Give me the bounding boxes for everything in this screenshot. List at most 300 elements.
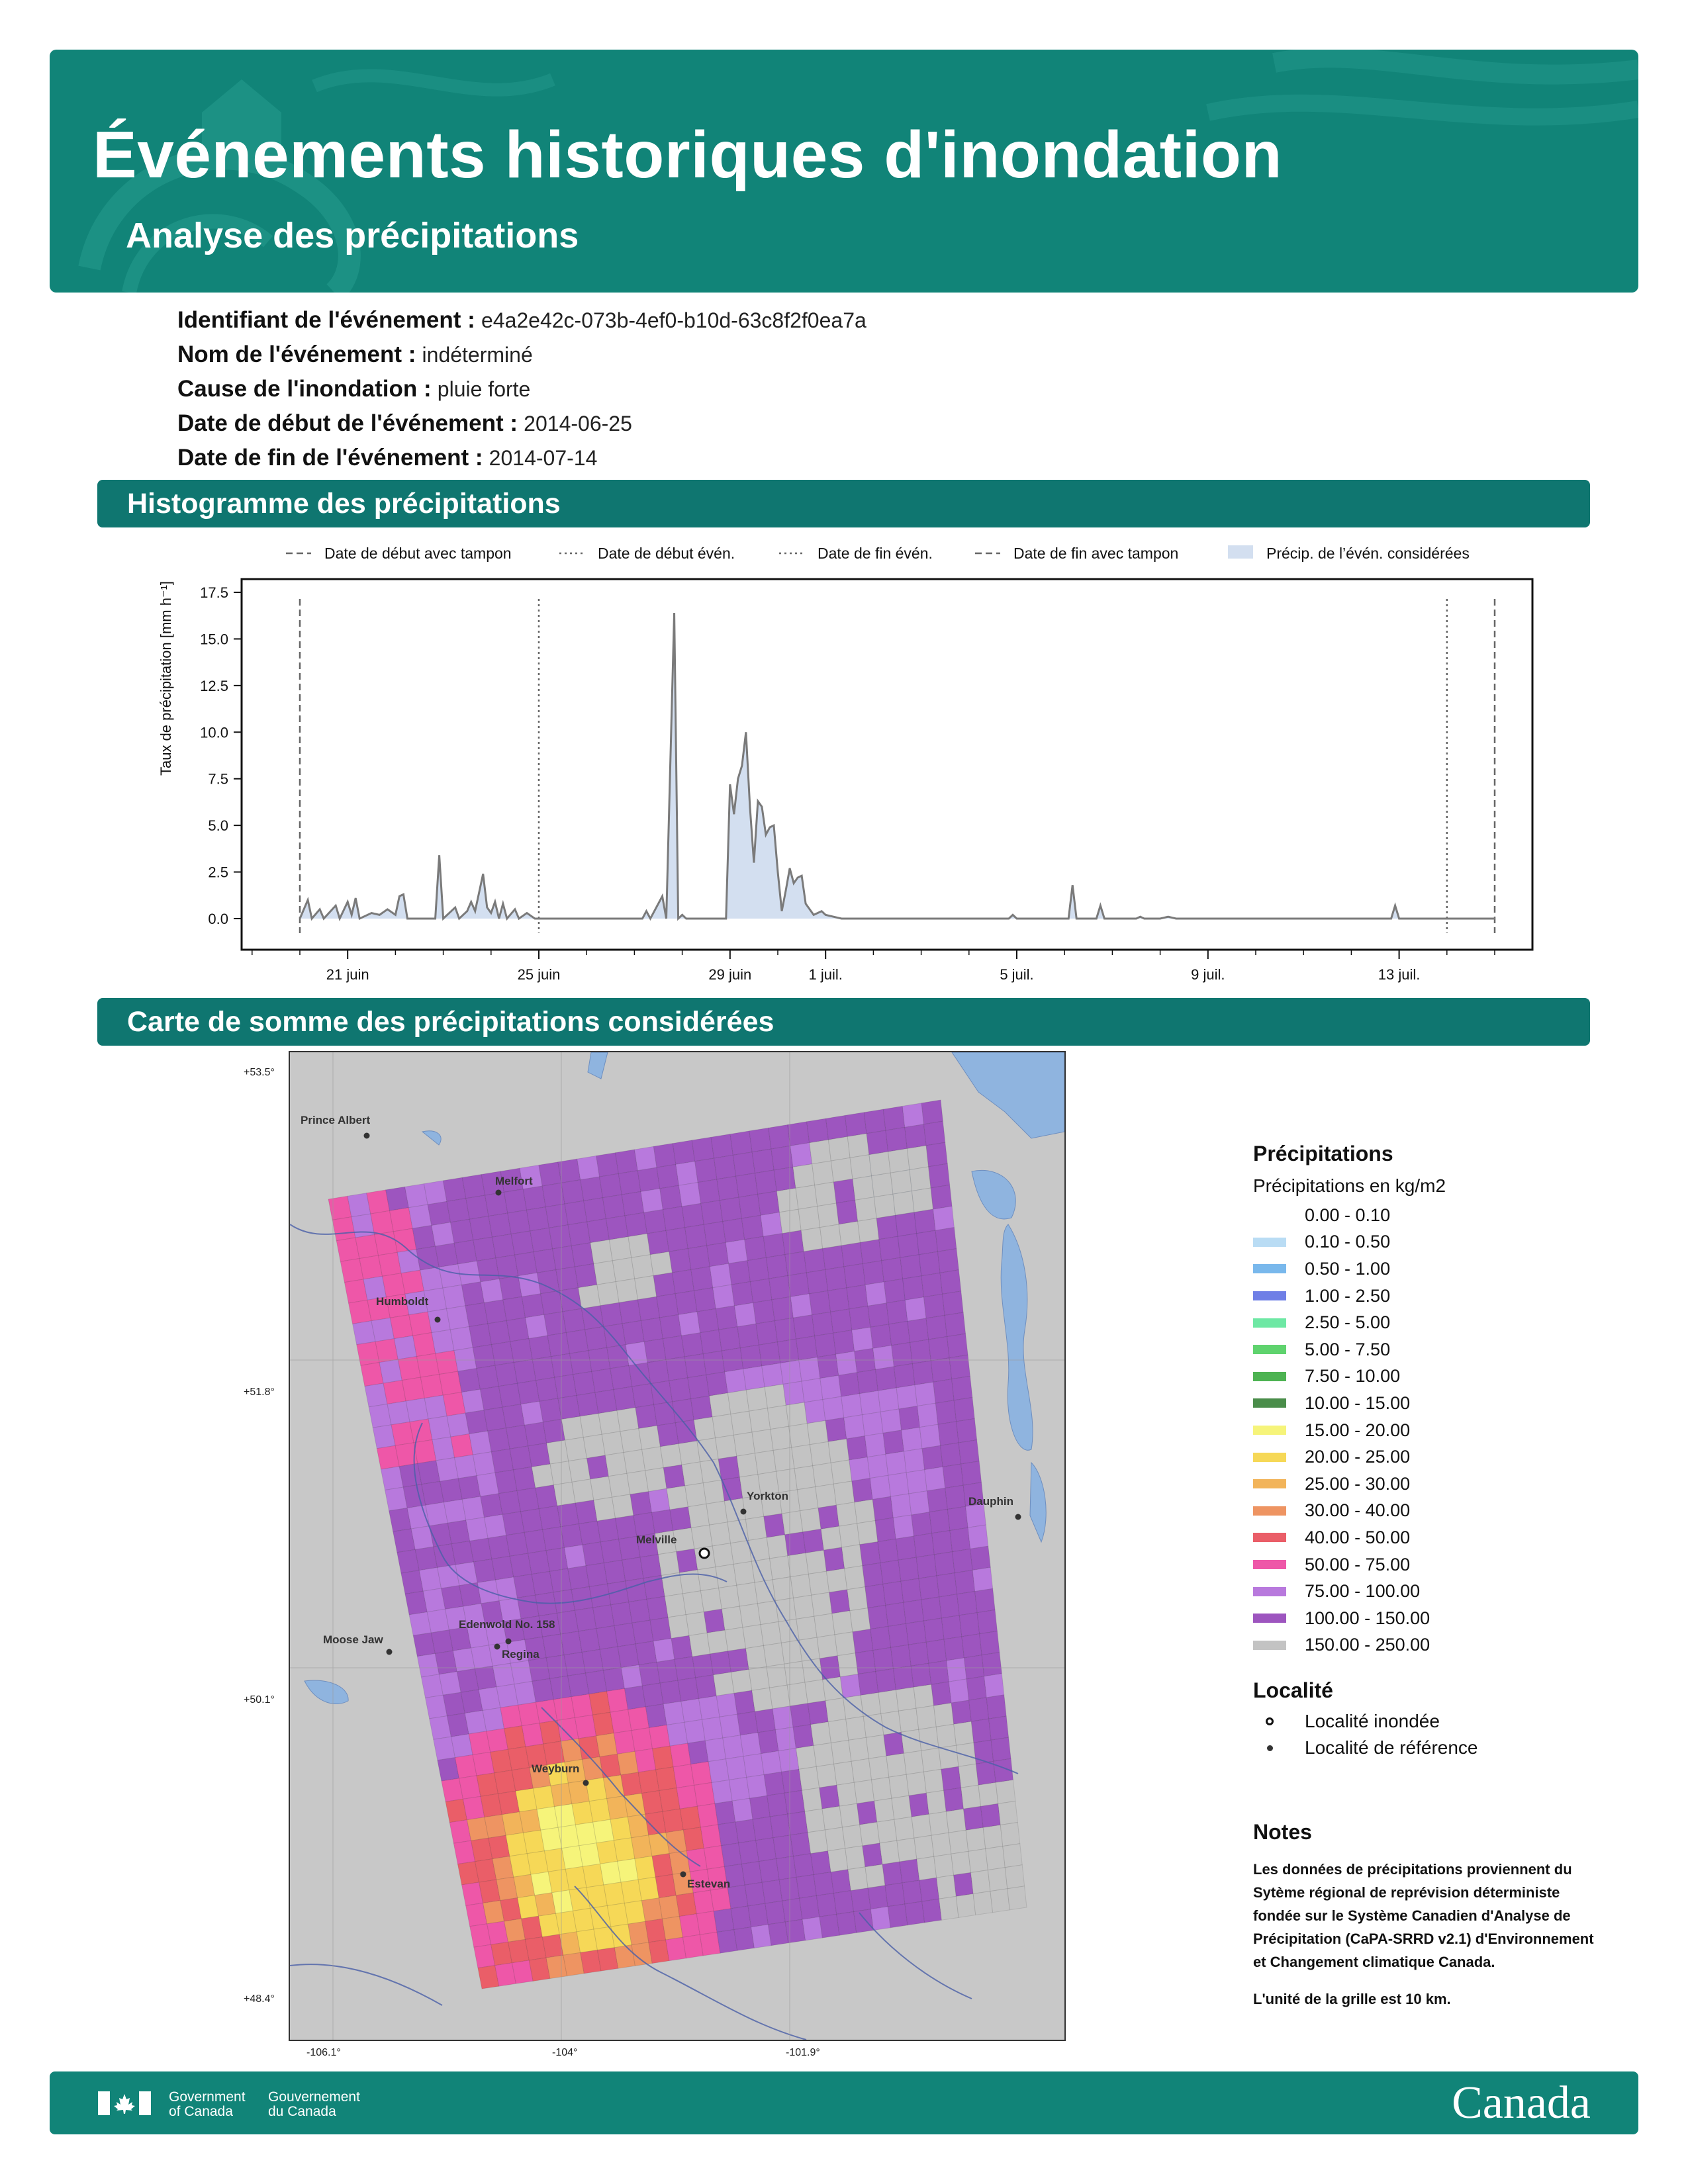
city-label: Dauphin [968,1495,1013,1508]
precip-cell [814,1614,835,1637]
precip-cell [805,1809,825,1833]
precip-cell [539,1162,561,1186]
precip-cell [614,1387,635,1410]
precip-cell [604,1560,625,1584]
reference-city-marker[interactable] [506,1639,512,1645]
precip-cell [632,1620,653,1644]
legend-subtitle: Précipitations en kg/m2 [1253,1175,1446,1196]
precip-cell [898,1557,919,1581]
precip-cell [686,1612,707,1636]
precip-cell [678,1678,699,1702]
precip-cell [621,1665,642,1689]
precip-cell [673,1269,694,1293]
legend-class-label: 75.00 - 100.00 [1305,1581,1421,1602]
precip-cell [891,1494,912,1518]
precip-cell [551,1353,573,1377]
flooded-city-marker[interactable] [700,1549,709,1558]
precip-cell [924,1618,945,1642]
precip-cell [912,1814,931,1838]
precip-cell [737,1711,758,1735]
precip-cell [790,1704,811,1727]
precip-cell [831,1158,853,1182]
precip-cell [663,1702,684,1725]
y-tick-label: 0.0 [208,911,228,927]
city-label: Melville [636,1533,677,1546]
precip-cell [645,1468,667,1492]
precip-cell [870,1907,890,1931]
precip-cell [644,1210,666,1234]
precip-cell [772,1297,793,1320]
precip-cell [657,1164,679,1189]
precip-cell [944,1637,964,1661]
precip-cell [679,1183,701,1206]
precip-cell [663,1206,684,1230]
precip-cell [466,1195,489,1219]
precip-cell [853,1176,874,1201]
legend-class-row [1253,1283,1597,1310]
precip-cell [945,1485,966,1509]
precip-cell [849,1306,870,1330]
precip-cell [870,1627,891,1651]
precip-cell [790,1833,811,1856]
precip-cell [588,1347,610,1371]
precip-cell [508,1210,530,1234]
precip-cell [962,1634,982,1658]
precip-cell [855,1197,876,1222]
precip-cell [897,1838,917,1862]
precip-cell [914,1684,933,1708]
precip-cell [884,1732,904,1756]
precip-cell [894,1666,914,1690]
precip-cell [776,1856,797,1880]
precipitation-map[interactable] [289,1051,1066,2041]
precip-cell [454,1240,477,1264]
precip-cell [492,1234,515,1258]
precip-cell [585,1327,607,1351]
precip-cell [863,1261,884,1285]
city-label: Humboldt [376,1295,429,1308]
y-axis [200,584,242,927]
precip-cell [916,1555,937,1578]
precip-cell [921,1100,943,1124]
precip-cell [800,1508,821,1532]
city-label: Yorkton [747,1490,788,1502]
event-name-row [177,338,867,372]
precip-cell [673,1764,694,1788]
event-start-row [177,406,867,441]
precip-cell [921,1597,942,1621]
precip-cell [922,1899,942,1923]
legend-swatch [1253,1372,1286,1381]
precip-cell [725,1627,746,1651]
precip-cell [733,1561,755,1585]
precip-cell [837,1653,858,1677]
precip-cell [707,1242,729,1266]
legend-class-row [1253,1229,1597,1256]
precip-cell [774,1167,796,1191]
precip-cell [900,1255,921,1279]
precip-cell [784,1661,805,1685]
precip-cell [807,1118,829,1143]
precip-cell [573,1371,595,1395]
precip-cell [561,1180,584,1204]
precip-cell [587,1455,609,1479]
precip-cell [697,1309,719,1333]
precip-cell [521,1401,543,1425]
precip-cell [753,1817,773,1841]
precip-cell [845,1566,865,1590]
precip-cell [530,1228,553,1251]
precip-cell [716,1693,737,1717]
precip-cell [684,1354,706,1378]
precip-cell [611,1602,632,1626]
event-name-value: indéterminé [422,343,533,367]
precip-cell [682,1203,704,1227]
precip-cell [981,1803,1001,1827]
x-axis [252,950,1495,983]
city-label: Weyburn [532,1762,580,1775]
precip-cell [858,1218,879,1243]
precip-cell [886,1127,907,1152]
precip-cell [857,1521,878,1545]
legend-class-row [1253,1551,1597,1578]
precip-cell [458,1261,481,1285]
precip-cell [653,1746,674,1770]
precip-cell [957,1419,977,1443]
precip-cell [970,1546,991,1570]
precip-cell [545,1204,568,1228]
precip-cell [543,1420,565,1443]
legend-class-label: 100.00 - 150.00 [1305,1608,1430,1628]
precip-cell [802,1917,822,1940]
precip-cell [701,1201,723,1224]
precip-cell [604,1324,626,1347]
reference-city-marker[interactable] [387,1649,393,1655]
precip-cell [694,1288,716,1312]
precip-cell [984,1674,1004,1698]
legend-swatch [1253,1479,1286,1488]
precip-cell [799,1766,820,1790]
precip-cell [916,1706,936,1729]
precip-cell [782,1511,803,1535]
precip-cell [529,1336,551,1359]
reference-city-marker[interactable] [494,1644,500,1650]
precip-cell [473,1237,496,1261]
precip-cell [810,1441,831,1465]
precip-cell [650,1617,671,1641]
precip-cell [710,1393,731,1417]
precip-cell [829,1590,850,1614]
precip-cell [933,1379,954,1403]
precip-cell [815,1333,836,1357]
precip-cell [682,1591,704,1615]
precip-cell [688,1375,710,1398]
precip-cell [990,1889,1009,1913]
precip-cell [592,1369,614,1392]
precip-cell [635,1146,657,1171]
precip-cell [886,1451,906,1475]
precip-cell [764,1514,785,1537]
reference-city-marker[interactable] [741,1509,747,1515]
precip-cell [812,1592,832,1616]
precip-cell [846,1717,867,1741]
precip-cell [961,1785,981,1809]
precip-cell [485,1300,507,1324]
precip-cell [725,1369,747,1393]
y-tick-label: 15.0 [200,631,228,648]
precip-cell [708,1759,729,1783]
precip-cell [773,1835,794,1859]
precip-cell [894,1817,914,1841]
legend-class-label: 5.00 - 7.50 [1305,1339,1391,1359]
precip-cell [814,1743,834,1767]
precip-cell [612,1494,634,1518]
precip-cell [495,1363,518,1387]
precip-cell [577,1156,600,1179]
precip-cell [816,1764,837,1788]
precip-cell [909,1491,929,1515]
precip-cell [732,1798,753,1822]
precip-cell [876,1215,898,1240]
legend-class-row [1253,1443,1597,1471]
precip-cell [919,1424,940,1448]
locality-title: Localité [1253,1678,1333,1703]
precip-cell [691,1525,712,1549]
precip-cell [847,1436,868,1460]
precipitation-histogram [132,529,1556,993]
precip-cell [451,1219,473,1243]
precip-cell [836,1351,857,1375]
precip-cell [781,1640,802,1664]
precip-cell [462,1175,485,1199]
precip-cell [644,1339,666,1363]
precip-cell [570,1351,592,1375]
precip-cell [603,1195,626,1218]
precip-cell [788,1811,808,1835]
precip-cell [635,1276,657,1300]
precip-cell [632,1728,653,1752]
precip-cell [870,1475,890,1499]
precip-cell [954,1398,974,1422]
precip-cell [586,1563,608,1587]
precip-cell [823,1396,844,1420]
precip-cell [883,1581,904,1605]
legend-swatch [1253,1641,1286,1650]
map-canvas[interactable] [290,1052,1064,2040]
precip-cell [716,1435,737,1459]
precip-cell [863,1713,884,1737]
precip-cell [847,1134,869,1158]
precip-cell [820,1785,840,1809]
city-label: Regina [502,1648,539,1661]
legend-swatch [1253,1533,1286,1542]
precip-cell [933,1206,955,1231]
precip-cell [547,1440,569,1464]
precip-cell [991,1737,1011,1761]
precip-cell [632,1384,654,1408]
precip-cell [607,1345,629,1369]
precip-cell [679,1441,700,1465]
considered-precip-area [300,613,1495,919]
precip-cell [903,1276,924,1300]
precip-cell [622,1321,644,1345]
precip-cell [680,1806,700,1830]
x-tick-label: 9 juil. [1191,966,1225,983]
precip-cell [701,1825,722,1848]
legend-swatch [1253,1345,1286,1354]
precip-cell [828,1288,849,1312]
precip-cell [642,1447,664,1471]
precip-cell [945,1312,966,1337]
precip-cell [778,1339,799,1363]
precip-cell [774,1318,796,1342]
precip-cell [733,1152,755,1177]
precip-cell [633,1512,655,1536]
reference-city-marker[interactable] [435,1317,441,1323]
precip-cell [668,1615,689,1639]
precip-cell [951,1851,971,1875]
precip-cell [808,1701,828,1725]
precip-cell [739,1195,761,1219]
precip-cell [699,1696,720,1720]
precip-cell [641,1189,663,1212]
precip-cell [939,1594,960,1618]
precip-cell [788,1122,810,1146]
precip-cell [671,1635,692,1659]
precip-cell [701,1588,722,1612]
precip-cell [593,1605,614,1629]
legend-class-label: 0.10 - 0.50 [1305,1232,1391,1252]
precip-cell [961,1461,982,1485]
precip-cell [929,1163,950,1188]
precip-cell [688,1741,708,1764]
precip-cell [833,1481,855,1505]
precip-cell [765,1385,786,1408]
precip-cell [951,1700,971,1724]
precip-cell [845,1846,865,1870]
precip-cell [794,1466,816,1490]
precip-cell [915,1382,935,1406]
precip-cell [926,1142,947,1167]
precip-cell [729,1778,749,1801]
precip-cell [722,1843,742,1867]
reference-city-marker[interactable] [364,1133,370,1139]
precip-cell [746,1387,767,1411]
precip-cell [1000,1823,1019,1846]
precip-cell [909,1793,929,1817]
precip-cell [720,1714,740,1738]
precip-cell [956,1894,975,1918]
y-tick-label: 10.0 [200,724,228,741]
precip-cell [667,1486,688,1510]
precip-cell [844,1263,865,1288]
precip-cell [909,1642,929,1666]
precip-cell [561,1416,583,1440]
reference-city-marker[interactable] [680,1872,686,1878]
precip-cell [666,1228,688,1251]
precip-cell [569,1458,590,1482]
precip-cell [600,1302,622,1326]
legend-class-row [1253,1578,1597,1605]
precip-cell [834,1761,855,1785]
precip-cell [938,1422,959,1445]
precip-cell [657,1294,679,1318]
precip-cell [878,1539,898,1563]
precip-cell [761,1212,782,1237]
precip-cell [911,1663,931,1687]
reference-city-marker[interactable] [583,1780,589,1786]
precip-cell [691,1396,713,1420]
precip-cell [465,1303,488,1327]
precip-cell [898,1708,918,1732]
legend-class-row [1253,1390,1597,1417]
precip-cell [805,1680,825,1704]
reference-city-marker[interactable] [1015,1514,1021,1520]
precip-cell [730,1131,752,1156]
precip-cell [571,1243,594,1267]
precip-cell [861,1240,882,1264]
precip-cell [583,1542,604,1566]
precip-cell [855,1500,875,1524]
precip-cell [796,1616,817,1640]
precip-cell [882,1257,903,1282]
precip-cell [924,1121,945,1146]
legend-class-label: 50.00 - 75.00 [1305,1554,1411,1574]
precip-cell [988,1868,1007,1891]
precip-cell [663,1465,684,1488]
chart-legend-label: Date de fin évén. [818,545,933,562]
precip-cell [888,1149,910,1173]
event-id-value: e4a2e42c-073b-4ef0-b10d-63c8f2f0ea7a [481,308,867,332]
legend-class-row [1253,1632,1597,1659]
precip-cell [536,1377,558,1401]
precip-cell [675,1657,696,1680]
event-end-value: 2014-07-14 [489,446,598,470]
precip-cell [808,1571,829,1595]
precip-cell [776,1598,796,1622]
legend-class-label: 40.00 - 50.00 [1305,1527,1411,1547]
precip-cell [712,1780,732,1804]
precip-cell [796,1875,816,1899]
precip-cell [447,1199,469,1222]
precip-cell [628,1234,650,1257]
precip-cell [941,1443,961,1467]
event-id-label: Identifiant de l'événement : [177,307,475,333]
precip-cell [549,1225,572,1249]
precip-cell [762,1363,783,1387]
precip-cell [704,1222,726,1246]
precip-cell [628,1707,649,1731]
precip-cell [800,1895,820,1919]
reference-city-marker[interactable] [496,1190,502,1196]
precip-cell [869,1152,890,1176]
precip-cell [600,1647,621,1670]
lon-label-2: -104° [552,2047,578,2058]
precip-cell [839,1373,860,1396]
precip-cell [821,1526,841,1550]
precip-cell [752,1688,773,1711]
precip-cell [904,1751,923,1774]
precip-cell [587,1219,610,1243]
precip-cell [532,1464,553,1488]
precip-cell [919,1727,939,1751]
precip-cell [976,1761,996,1785]
precip-cell [792,1445,813,1469]
legend-class-row [1253,1202,1597,1229]
precip-cell [931,1682,951,1706]
precip-cell [842,1545,863,1569]
precip-cell [618,1644,639,1668]
